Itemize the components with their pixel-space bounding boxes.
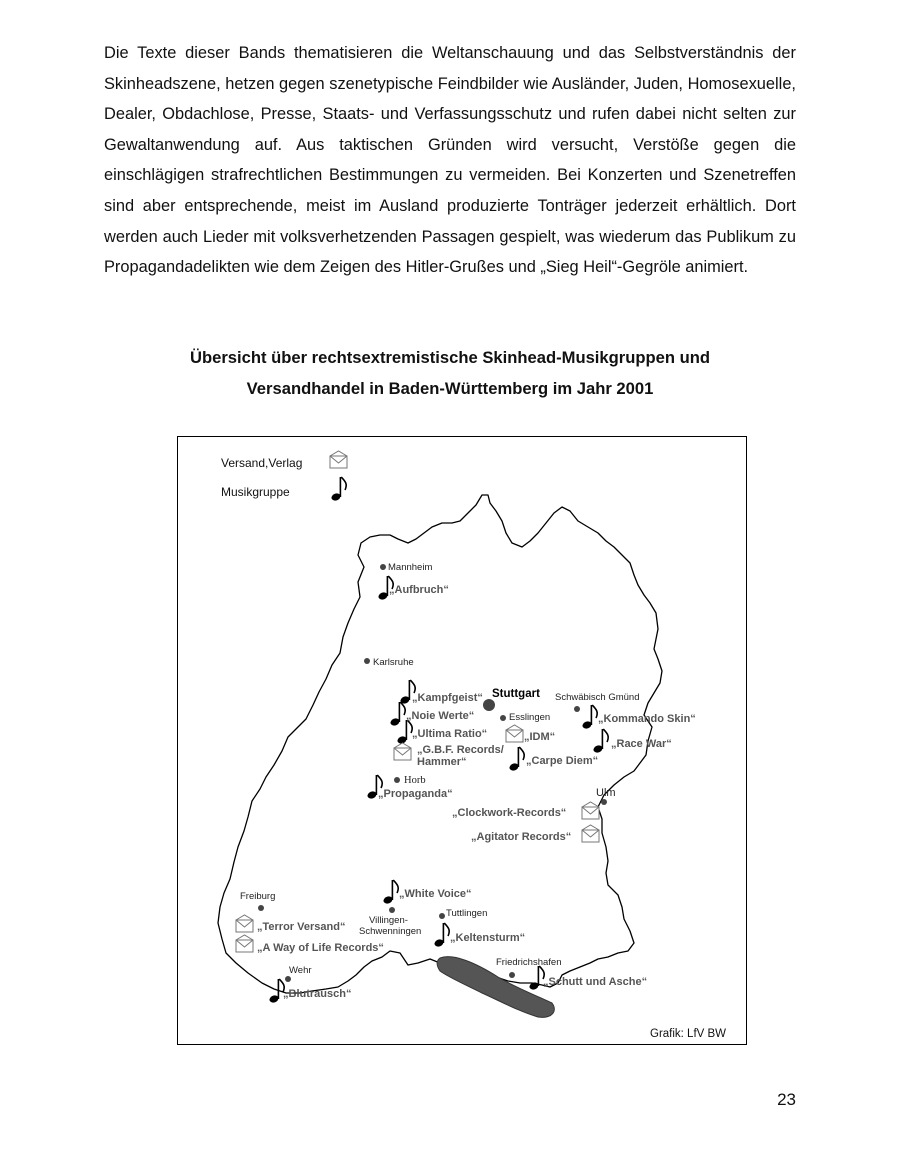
city-label-gmuend: Schwäbisch Gmünd (555, 692, 640, 703)
mail-envelope-icon-terror (236, 915, 253, 932)
mail-label-agitator: „Agitator Records“ (471, 831, 572, 843)
band-label-kelten: „Keltensturm“ (450, 932, 526, 944)
city-label-karlsruhe: Karlsruhe (373, 657, 414, 668)
legend-note-icon (331, 477, 347, 502)
band-label-schutt: „Schutt und Asche“ (543, 976, 648, 988)
band-note-icon-ultima (397, 720, 413, 745)
band-label-ultima: „Ultima Ratio“ (412, 728, 488, 740)
page-number: 23 (777, 1090, 796, 1109)
city-dot-friedrichshafen (509, 972, 515, 978)
band-note-icon-schutt (529, 966, 545, 991)
mail-envelope-icon-clockwork (582, 802, 599, 819)
city-dot-esslingen (500, 715, 506, 721)
mail-label-wayoflife: „A Way of Life Records“ (257, 942, 384, 954)
city-dot-karlsruhe (364, 658, 370, 664)
city-label-vs-1: Villingen- (369, 915, 408, 926)
map-figure (177, 436, 747, 1045)
city-dot-mannheim (380, 564, 386, 570)
mail-label-gbf-1: „G.B.F. Records/ (417, 744, 504, 756)
band-label-carpe: „Carpe Diem“ (526, 755, 599, 767)
band-label-white: „White Voice“ (399, 888, 472, 900)
city-label-wehr: Wehr (289, 965, 312, 976)
mail-envelope-icon-idm (506, 725, 523, 742)
city-label-mannheim: Mannheim (388, 562, 433, 573)
legend-mail-label: Versand,Verlag (221, 456, 303, 470)
city-label-esslingen: Esslingen (509, 712, 551, 723)
band-note-icon-kommando (582, 705, 598, 730)
band-label-noie: „Noie Werte“ (406, 710, 475, 722)
city-dot-freiburg (258, 905, 264, 911)
band-label-blut: „Blutrausch“ (283, 988, 352, 1000)
band-label-propaganda: „Propaganda“ (378, 788, 453, 800)
figure-title (60, 343, 840, 404)
mail-envelope-icon-gbf (394, 743, 411, 760)
figure-title-line-1: Übersicht über rechtsextremistische Skinhead-Musikgruppen und (189, 348, 711, 367)
city-label-tuttlingen: Tuttlingen (446, 908, 488, 919)
city-label-friedrichshafen: Friedrichshafen (496, 957, 562, 968)
city-dot-gmuend (574, 706, 580, 712)
band-note-icon-carpe (509, 747, 525, 772)
mail-label-terror: „Terror Versand“ (257, 921, 346, 933)
mail-envelope-icon-wayoflife (236, 935, 253, 952)
mail-label-idm: „IDM“ (524, 731, 556, 743)
figure-title-line-2: Versandhandel in Baden-Württemberg im Jahr 2001 (246, 378, 654, 398)
band-note-icon-white (383, 880, 399, 905)
city-dot-wehr (285, 976, 291, 982)
map-svg (178, 437, 748, 1046)
city-label-freiburg: Freiburg (240, 891, 276, 902)
band-label-kampfgeist: „Kampfgeist“ (412, 692, 483, 704)
band-label-kommando: „Kommando Skin“ (598, 713, 696, 725)
body-paragraph: Die Texte dieser Bands thematisieren die Weltanschauung und das Selbstverständnis der Skinheadszene, hetzen gegen szenetypische Feindbilder wie Ausländer, Juden, Homosexuelle, Dealer, Obdachlose, Presse, Staats- und Verfassungsschutz und rufen dabei nicht selten zur Gewaltanwendung auf. Aus taktischen Gründen wird versucht, Verstöße gegen die einschlägigen strafrechtlichen Bestimmungen zu vermeiden. Bei Konzerten und Szenetreffen sind aber entsprechende, meist im Ausland produzierte Tonträger jederzeit erhältlich. Dort werden auch Lieder mit volksverhetzenden Passagen gespielt, was wiederum das Publikum zu Propagandadelikten wie dem Zeigen des Hitler-Grußes und „Sieg Heil“-Gegröle animiert. (104, 44, 796, 277)
city-dot-vs (389, 907, 395, 913)
city-dot-stuttgart (483, 699, 495, 711)
figure-credit: Grafik: LfV BW (650, 1028, 727, 1040)
mail-label-clockwork: „Clockwork-Records“ (452, 807, 567, 819)
mail-envelope-icon-agitator (582, 825, 599, 842)
band-note-icon-racewar (593, 729, 609, 754)
band-note-icon-kelten (434, 923, 450, 948)
legend-envelope-icon (330, 451, 347, 468)
band-label-aufbruch: „Aufbruch“ (389, 584, 449, 596)
band-note-icon-noie (390, 702, 406, 727)
city-label-vs-2: Schwenningen (359, 926, 422, 937)
band-label-racewar: „Race War“ (611, 738, 672, 750)
city-dot-tuttlingen (439, 913, 445, 919)
city-dot-ulm (601, 799, 607, 805)
mail-label-gbf-2: Hammer“ (417, 756, 467, 768)
city-label-stuttgart: Stuttgart (492, 688, 540, 700)
city-dot-horb (394, 777, 400, 783)
city-label-ulm: Ulm (596, 787, 616, 799)
city-label-horb: Horb (404, 775, 426, 786)
legend-band-label: Musikgruppe (221, 485, 290, 499)
